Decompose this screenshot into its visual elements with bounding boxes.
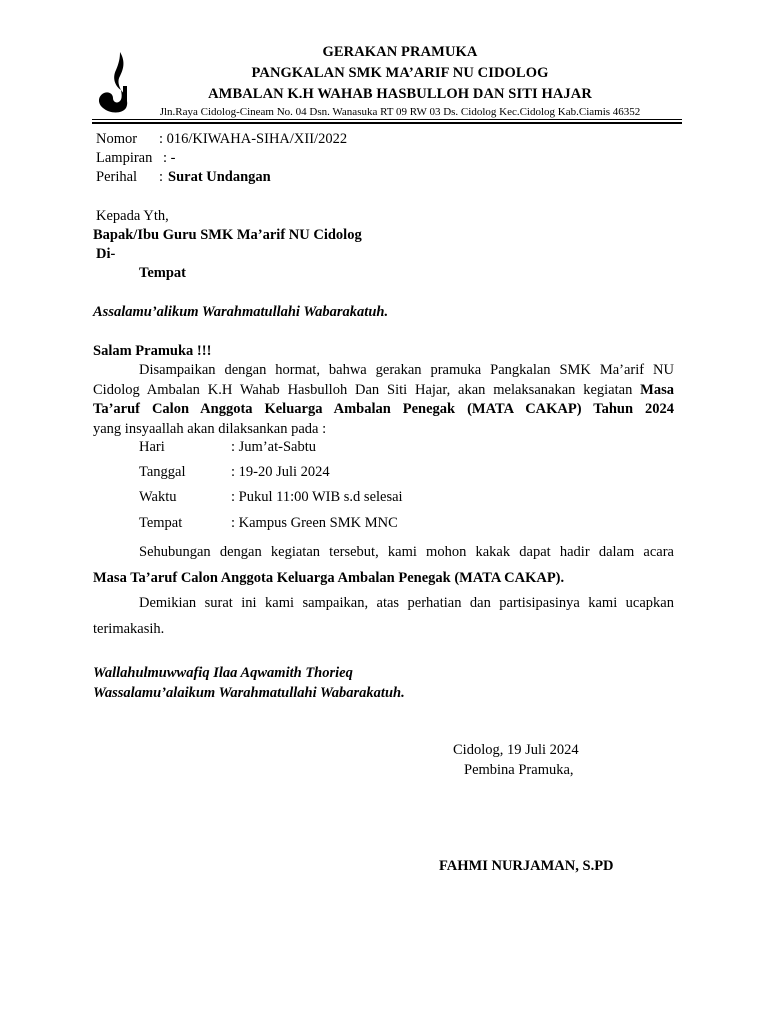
perihal-value: Surat Undangan bbox=[168, 169, 271, 185]
paragraph-3-line-1: Demikian surat ini kami sampaikan, atas perhatian dan partisipasinya kami ucapkan bbox=[139, 595, 674, 611]
schedule-tempat-value: : Kampus Green SMK MNC bbox=[231, 515, 398, 531]
schedule-hari-label: Hari bbox=[139, 439, 165, 455]
perihal-label: Perihal bbox=[96, 169, 138, 185]
recipient-name: Bapak/Ibu Guru SMK Ma’arif NU Cidolog bbox=[93, 227, 362, 243]
paragraph-2 bbox=[93, 539, 674, 591]
schedule-waktu-label: Waktu bbox=[139, 489, 177, 505]
paragraph-1-line-4: yang insyaallah akan dilaksankan pada : bbox=[93, 420, 327, 437]
lampiran-value: : - bbox=[163, 150, 176, 166]
schedule-waktu-value: : Pukul 11:00 WIB s.d selesai bbox=[231, 489, 403, 505]
signature-name: FAHMI NURJAMAN, S.PD bbox=[439, 858, 614, 874]
letterhead-line-2: PANGKALAN SMK MA’ARIF NU CIDOLOG bbox=[251, 65, 549, 81]
paragraph-2-line-2: Masa Ta’aruf Calon Anggota Keluarga Ambalan Penegak (MATA CAKAP). bbox=[93, 570, 565, 586]
recipient-di: Di- bbox=[96, 246, 116, 262]
paragraph-3 bbox=[93, 590, 674, 642]
letterhead-line-1: GERAKAN PRAMUKA bbox=[322, 44, 478, 60]
tunas-kelapa-scout-logo-icon bbox=[96, 50, 134, 116]
paragraph-1-line-2 bbox=[93, 381, 674, 401]
letterhead-address: Jln.Raya Cidolog-Cineam No. 04 Dsn. Wanasuka RT 09 RW 03 Ds. Cidolog Kec.Cidolog Kab.Ciamis 46352 bbox=[159, 106, 641, 118]
salam-opening: Assalamu’alikum Warahmatullahi Wabarakatuh. bbox=[93, 304, 389, 320]
paragraph-3-line-2: terimakasih. bbox=[93, 621, 165, 637]
letterhead-divider-thick bbox=[92, 122, 682, 124]
recipient-place: Tempat bbox=[139, 265, 186, 281]
paragraph-1-line-2-bold: Masa bbox=[640, 381, 674, 398]
nomor-value: : 016/KIWAHA-SIHA/XII/2022 bbox=[159, 131, 348, 147]
recipient-greeting: Kepada Yth, bbox=[96, 208, 169, 224]
letterhead-line-3: AMBALAN K.H WAHAB HASBULLOH DAN SITI HAJAR bbox=[208, 86, 592, 102]
lampiran-label: Lampiran bbox=[96, 150, 153, 166]
paragraph-1-line-2-text: Cidolog Ambalan K.H Wahab Hasbulloh Dan Siti Hajar, akan melaksanakan kegiatan bbox=[93, 381, 633, 398]
perihal-colon: : bbox=[159, 169, 164, 185]
letterhead bbox=[140, 42, 660, 119]
schedule-tanggal-label: Tanggal bbox=[139, 464, 186, 480]
letterhead-divider-thin bbox=[92, 119, 682, 120]
nomor-label: Nomor bbox=[96, 131, 138, 147]
schedule-tempat-label: Tempat bbox=[139, 515, 183, 531]
schedule-hari-value: : Jum’at-Sabtu bbox=[231, 439, 316, 455]
paragraph-1-line-3: Ta’aruf Calon Anggota Keluarga Ambalan Penegak (MATA CAKAP) Tahun 2024 bbox=[93, 401, 674, 418]
signature-role: Pembina Pramuka, bbox=[464, 762, 574, 778]
signature-place-date: Cidolog, 19 Juli 2024 bbox=[453, 742, 579, 758]
schedule-tanggal-value: : 19-20 Juli 2024 bbox=[231, 464, 330, 480]
paragraph-1-line-1: Disampaikan dengan hormat, bahwa gerakan pramuka Pangkalan SMK Ma’arif NU bbox=[139, 362, 674, 378]
closing-line-2: Wassalamu’alaikum Warahmatullahi Wabarakatuh. bbox=[93, 685, 405, 701]
closing-line-1: Wallahulmuwwafiq Ilaa Aqwamith Thorieq bbox=[93, 665, 353, 681]
paragraph-1 bbox=[93, 361, 674, 439]
salam-pramuka: Salam Pramuka !!! bbox=[93, 343, 212, 359]
paragraph-2-line-1: Sehubungan dengan kegiatan tersebut, kami mohon kakak dapat hadir dalam acara bbox=[139, 544, 674, 560]
